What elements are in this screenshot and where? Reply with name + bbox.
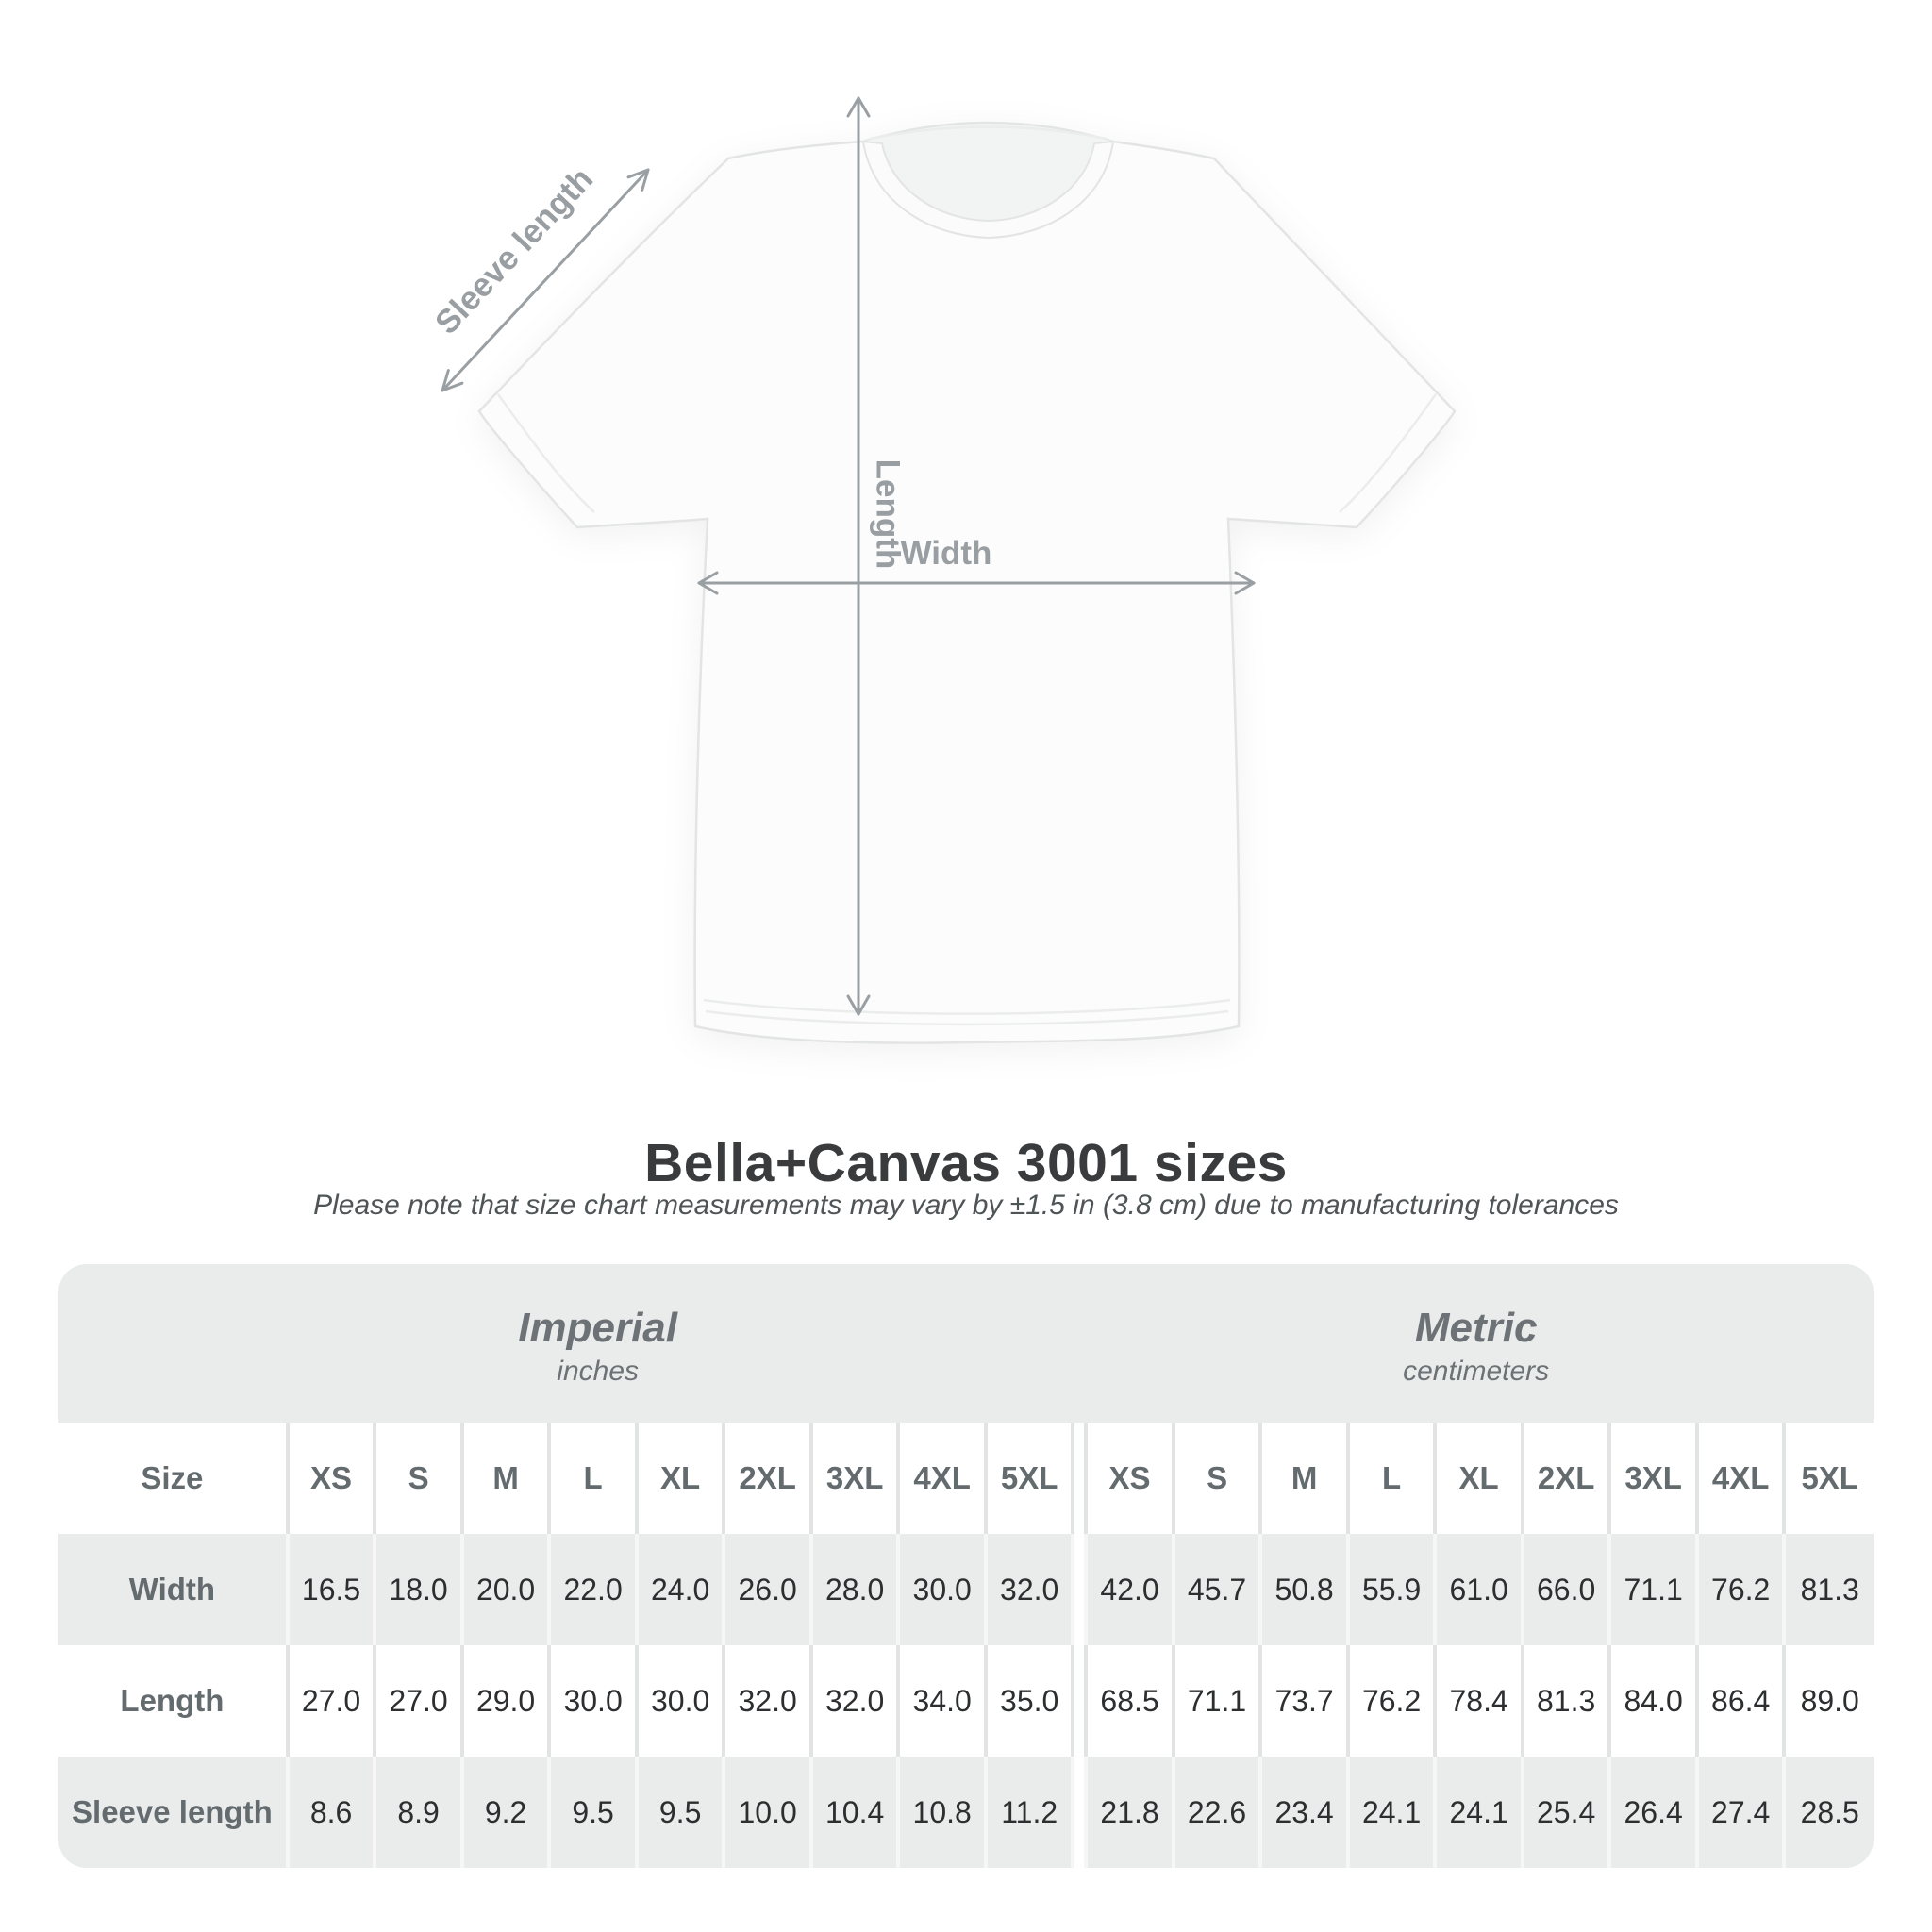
metric-unit: centimeters [1403,1355,1550,1387]
size-col-header: 4XL [900,1423,988,1534]
value-cell: 10.0 [725,1757,813,1868]
value-cell: 68.5 [1088,1645,1175,1757]
value-cell: 55.9 [1350,1534,1438,1645]
value-cell: 81.3 [1524,1645,1612,1757]
size-col-header: S [376,1423,464,1534]
value-cell: 78.4 [1437,1645,1524,1757]
group-divider-cell [1074,1645,1088,1757]
row-label-cell: Width [58,1534,290,1645]
value-cell: 26.4 [1611,1757,1699,1868]
length-row [58,1645,1874,1757]
value-cell: 16.5 [290,1534,377,1645]
imperial-group-header [58,1264,1078,1423]
size-col-header: M [1262,1423,1350,1534]
value-cell: 81.3 [1786,1534,1874,1645]
group-divider-cell [1074,1757,1088,1868]
imperial-label: Imperial [518,1305,678,1352]
value-cell: 23.4 [1262,1757,1350,1868]
value-cell: 9.5 [551,1757,639,1868]
value-cell: 29.0 [464,1645,552,1757]
page-title: Bella+Canvas 3001 sizes [644,1133,1288,1193]
value-cell: 26.0 [725,1534,813,1645]
tolerance-note: Please note that size chart measurements may vary by ±1.5 in (3.8 cm) due to manufacturing tolerances [313,1190,1619,1221]
size-col-header: 2XL [1524,1423,1612,1534]
value-cell: 32.0 [813,1645,901,1757]
value-cell: 25.4 [1524,1757,1612,1868]
size-col-header: S [1175,1423,1263,1534]
size-col-header: XS [290,1423,377,1534]
size-col-header: 3XL [1611,1423,1699,1534]
value-cell: 84.0 [1611,1645,1699,1757]
value-cell: 32.0 [725,1645,813,1757]
value-cell: 22.0 [551,1534,639,1645]
value-cell: 42.0 [1088,1534,1175,1645]
length-label: Length [869,458,907,570]
value-cell: 45.7 [1175,1534,1263,1645]
width-row [58,1534,1874,1645]
value-cell: 18.0 [376,1534,464,1645]
unit-group-header [58,1264,1874,1423]
size-col-header: L [551,1423,639,1534]
metric-label: Metric [1414,1305,1538,1352]
value-cell: 10.8 [900,1757,988,1868]
value-cell: 24.1 [1437,1757,1524,1868]
size-col-header: 3XL [813,1423,901,1534]
value-cell: 24.0 [639,1534,726,1645]
size-col-header: M [464,1423,552,1534]
value-cell: 11.2 [988,1757,1075,1868]
size-table-panel [58,1264,1874,1868]
size-col-header: 4XL [1699,1423,1787,1534]
size-col-header: 5XL [1786,1423,1874,1534]
value-cell: 66.0 [1524,1534,1612,1645]
metric-group-header [1078,1264,1874,1423]
value-cell: 28.5 [1786,1757,1874,1868]
value-cell: 9.5 [639,1757,726,1868]
size-header-row [58,1423,1874,1534]
value-cell: 71.1 [1175,1645,1263,1757]
value-cell: 8.9 [376,1757,464,1868]
size-table [58,1423,1874,1868]
value-cell: 30.0 [900,1534,988,1645]
value-cell: 76.2 [1699,1534,1787,1645]
value-cell: 30.0 [551,1645,639,1757]
value-cell: 50.8 [1262,1534,1350,1645]
value-cell: 86.4 [1699,1645,1787,1757]
value-cell: 24.1 [1350,1757,1438,1868]
value-cell: 27.4 [1699,1757,1787,1868]
size-col-header: XL [1437,1423,1524,1534]
value-cell: 32.0 [988,1534,1075,1645]
size-col-header: 5XL [988,1423,1075,1534]
group-divider-cell [1074,1423,1088,1534]
value-cell: 76.2 [1350,1645,1438,1757]
size-col-header: L [1350,1423,1438,1534]
value-cell: 9.2 [464,1757,552,1868]
sleeve-length-label: Sleeve length [427,160,601,341]
size-col-header: XL [639,1423,726,1534]
value-cell: 61.0 [1437,1534,1524,1645]
value-cell: 34.0 [900,1645,988,1757]
value-cell: 10.4 [813,1757,901,1868]
value-cell: 28.0 [813,1534,901,1645]
value-cell: 71.1 [1611,1534,1699,1645]
row-label-cell: Length [58,1645,290,1757]
value-cell: 27.0 [290,1645,377,1757]
value-cell: 8.6 [290,1757,377,1868]
value-cell: 89.0 [1786,1645,1874,1757]
value-cell: 27.0 [376,1645,464,1757]
size-header-cell: Size [58,1423,290,1534]
size-col-header: XS [1088,1423,1175,1534]
value-cell: 20.0 [464,1534,552,1645]
sleeve-length-row [58,1757,1874,1868]
group-divider-cell [1074,1534,1088,1645]
row-label-cell: Sleeve length [58,1757,290,1868]
width-label: Width [900,535,992,572]
value-cell: 73.7 [1262,1645,1350,1757]
value-cell: 22.6 [1175,1757,1263,1868]
imperial-unit: inches [557,1355,639,1387]
size-col-header: 2XL [725,1423,813,1534]
value-cell: 21.8 [1088,1757,1175,1868]
value-cell: 35.0 [988,1645,1075,1757]
value-cell: 30.0 [639,1645,726,1757]
